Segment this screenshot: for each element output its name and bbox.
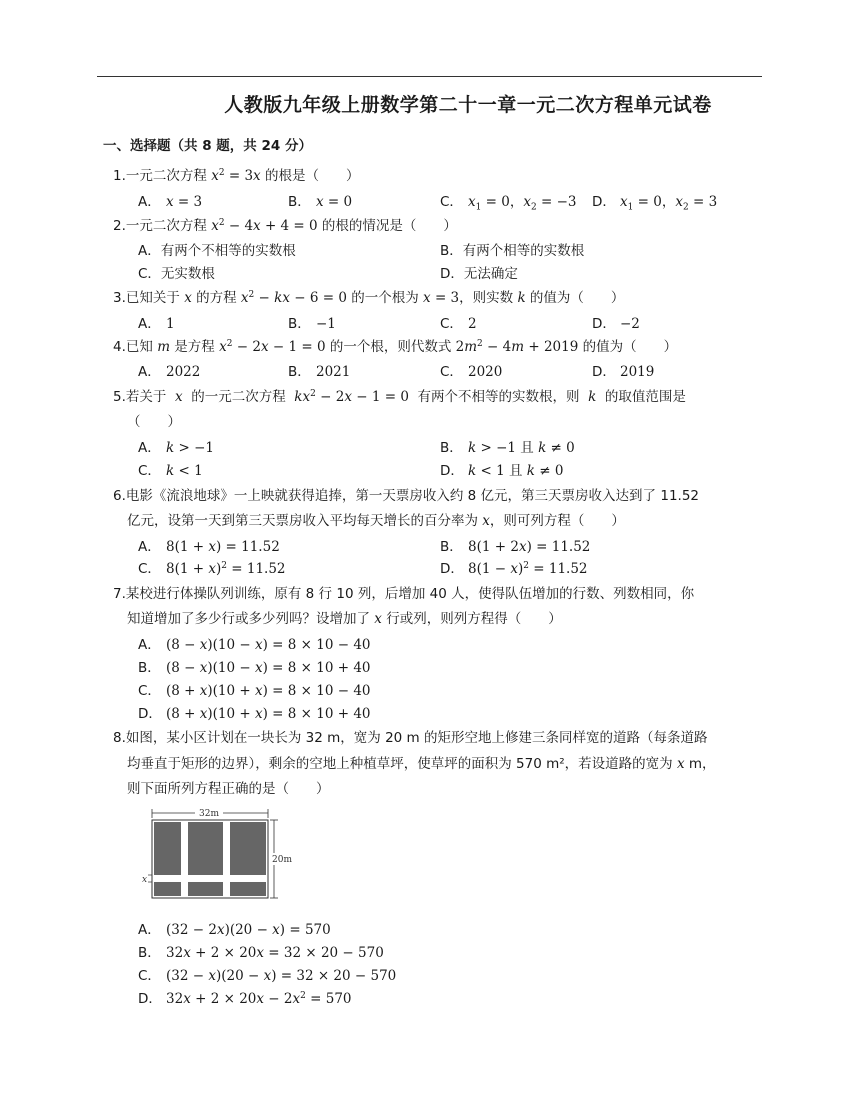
q6-option-b[interactable]: B． 8(1 + 2x) = 11.52 [440,539,591,555]
section-heading: 一、选择题（共 8 题，共 24 分） [103,138,312,154]
q3-option-c[interactable]: C． 2 [440,316,477,332]
q8-option-c[interactable]: C． (32 − x)(20 − x) = 32 × 20 − 570 [138,968,397,984]
q7-option-a[interactable]: A． (8 − x)(10 − x) = 8 × 10 − 40 [138,637,371,653]
q3-option-d[interactable]: D． −2 [592,316,640,332]
question-5-cont: （ ） [127,414,181,430]
question-2: 2.一元二次方程 $x^2 - 4x + 4 = 0$ 的根的情况是（ ） [113,218,457,234]
q2-option-d[interactable]: D．无法确定 [440,266,518,282]
q2-option-c[interactable]: C．无实数根 [138,266,215,282]
page-title: 人教版九年级上册数学第二十一章一元二次方程单元试卷 [224,94,712,116]
q8-option-d[interactable]: D． $32x + 2 \times 20x - 2x^2 = 570$ [138,991,352,1007]
q6-option-d[interactable]: D． $8(1 - x)^2 = 11.52$ [440,561,588,577]
q1-option-d[interactable]: D． $x_1 = 0$，$x_2 = 3$ [592,194,718,213]
q7-option-c[interactable]: C． (8 + x)(10 + x) = 8 × 10 − 40 [138,683,371,699]
question-7: 7.某校进行体操队列训练，原有 8 行 10 列，后增加 40 人，使得队伍增加的行数、列数相同，你 [113,586,695,602]
q5-option-b[interactable]: B． k > −1 且 k ≠ 0 [440,440,575,456]
question-8: 8.如图，某小区计划在一块长为 32 m，宽为 20 m 的矩形空地上修建三条同样宽的道路（每条道路 [113,730,708,746]
q3-option-a[interactable]: A． 1 [138,316,175,332]
q1-option-c[interactable]: C． $x_1 = 0$，$x_2 = -3$ [440,194,577,213]
q4-option-d[interactable]: D． 2019 [592,364,655,380]
q1-option-b[interactable]: B． x = 0 [288,194,353,210]
question-3: 3.已知关于 x 的方程 $x^2$ − kx − 6 = 0 的一个根为 x = 3，则实数 k 的值为（ ） [113,290,625,306]
q5-option-d[interactable]: D． k < 1 且 k ≠ 0 [440,463,564,479]
question-5: 5.若关于 x 的一元二次方程 $kx^2 - 2x - 1 = 0$ 有两个不相等的实数根，则 k 的取值范围是 [113,389,686,405]
header-rule [97,76,762,77]
road-diagram [138,806,298,902]
fig-x-label: x [142,875,148,885]
q6-option-c[interactable]: C． $8(1 + x)^2 = 11.52$ [138,561,286,577]
q7-option-d[interactable]: D． (8 + x)(10 + x) = 8 × 10 + 40 [138,706,371,722]
q5-option-c[interactable]: C． k < 1 [138,463,203,479]
question-6-line2: 亿元，设第一天到第三天票房收入平均每天增长的百分率为 x，则可列方程（ ） [127,513,625,529]
q1-option-a[interactable]: A． x = 3 [138,194,203,210]
question-7-line2: 知道增加了多少行或多少列吗？设增加了 x 行或列，则列方程得（ ） [127,611,562,627]
q4-option-c[interactable]: C． 2020 [440,364,503,380]
q8-option-a[interactable]: A． (32 − 2x)(20 − x) = 570 [138,922,331,938]
fig-length-label: 32m [199,809,219,819]
q2-option-b[interactable]: B．有两个相等的实数根 [440,243,585,259]
q5-option-a[interactable]: A． k > −1 [138,440,214,456]
q2-option-a[interactable]: A．有两个不相等的实数根 [138,243,296,259]
question-6: 6.电影《流浪地球》一上映就获得追捧，第一天票房收入约 8 亿元，第三天票房收入达到了 11.52 [113,488,700,504]
q7-option-b[interactable]: B． (8 − x)(10 − x) = 8 × 10 + 40 [138,660,371,676]
question-1: 1.一元二次方程 $x^2 = 3x$ 的根是（ ） [113,168,360,184]
question-4: 4.已知 m 是方程 $x^2 - 2x - 1 = 0$ 的一个根，则代数式 $2m^2 - 4m + 2019$ 的值为（ ） [113,339,678,355]
fig-width-label: 20m [272,855,292,865]
q4-option-a[interactable]: A． 2022 [138,364,201,380]
q6-option-a[interactable]: A． 8(1 + x) = 11.52 [138,539,280,555]
q4-option-b[interactable]: B． 2021 [288,364,351,380]
q3-option-b[interactable]: B． −1 [288,316,336,332]
question-8-line2: 均垂直于矩形的边界），剩余的空地上种植草坪，使草坪的面积为 570 m²，若设道路的宽为 x m， [127,756,716,772]
question-8-line3: 则下面所列方程正确的是（ ） [127,781,330,797]
q8-option-b[interactable]: B． 32x + 2 × 20x = 32 × 20 − 570 [138,945,384,961]
